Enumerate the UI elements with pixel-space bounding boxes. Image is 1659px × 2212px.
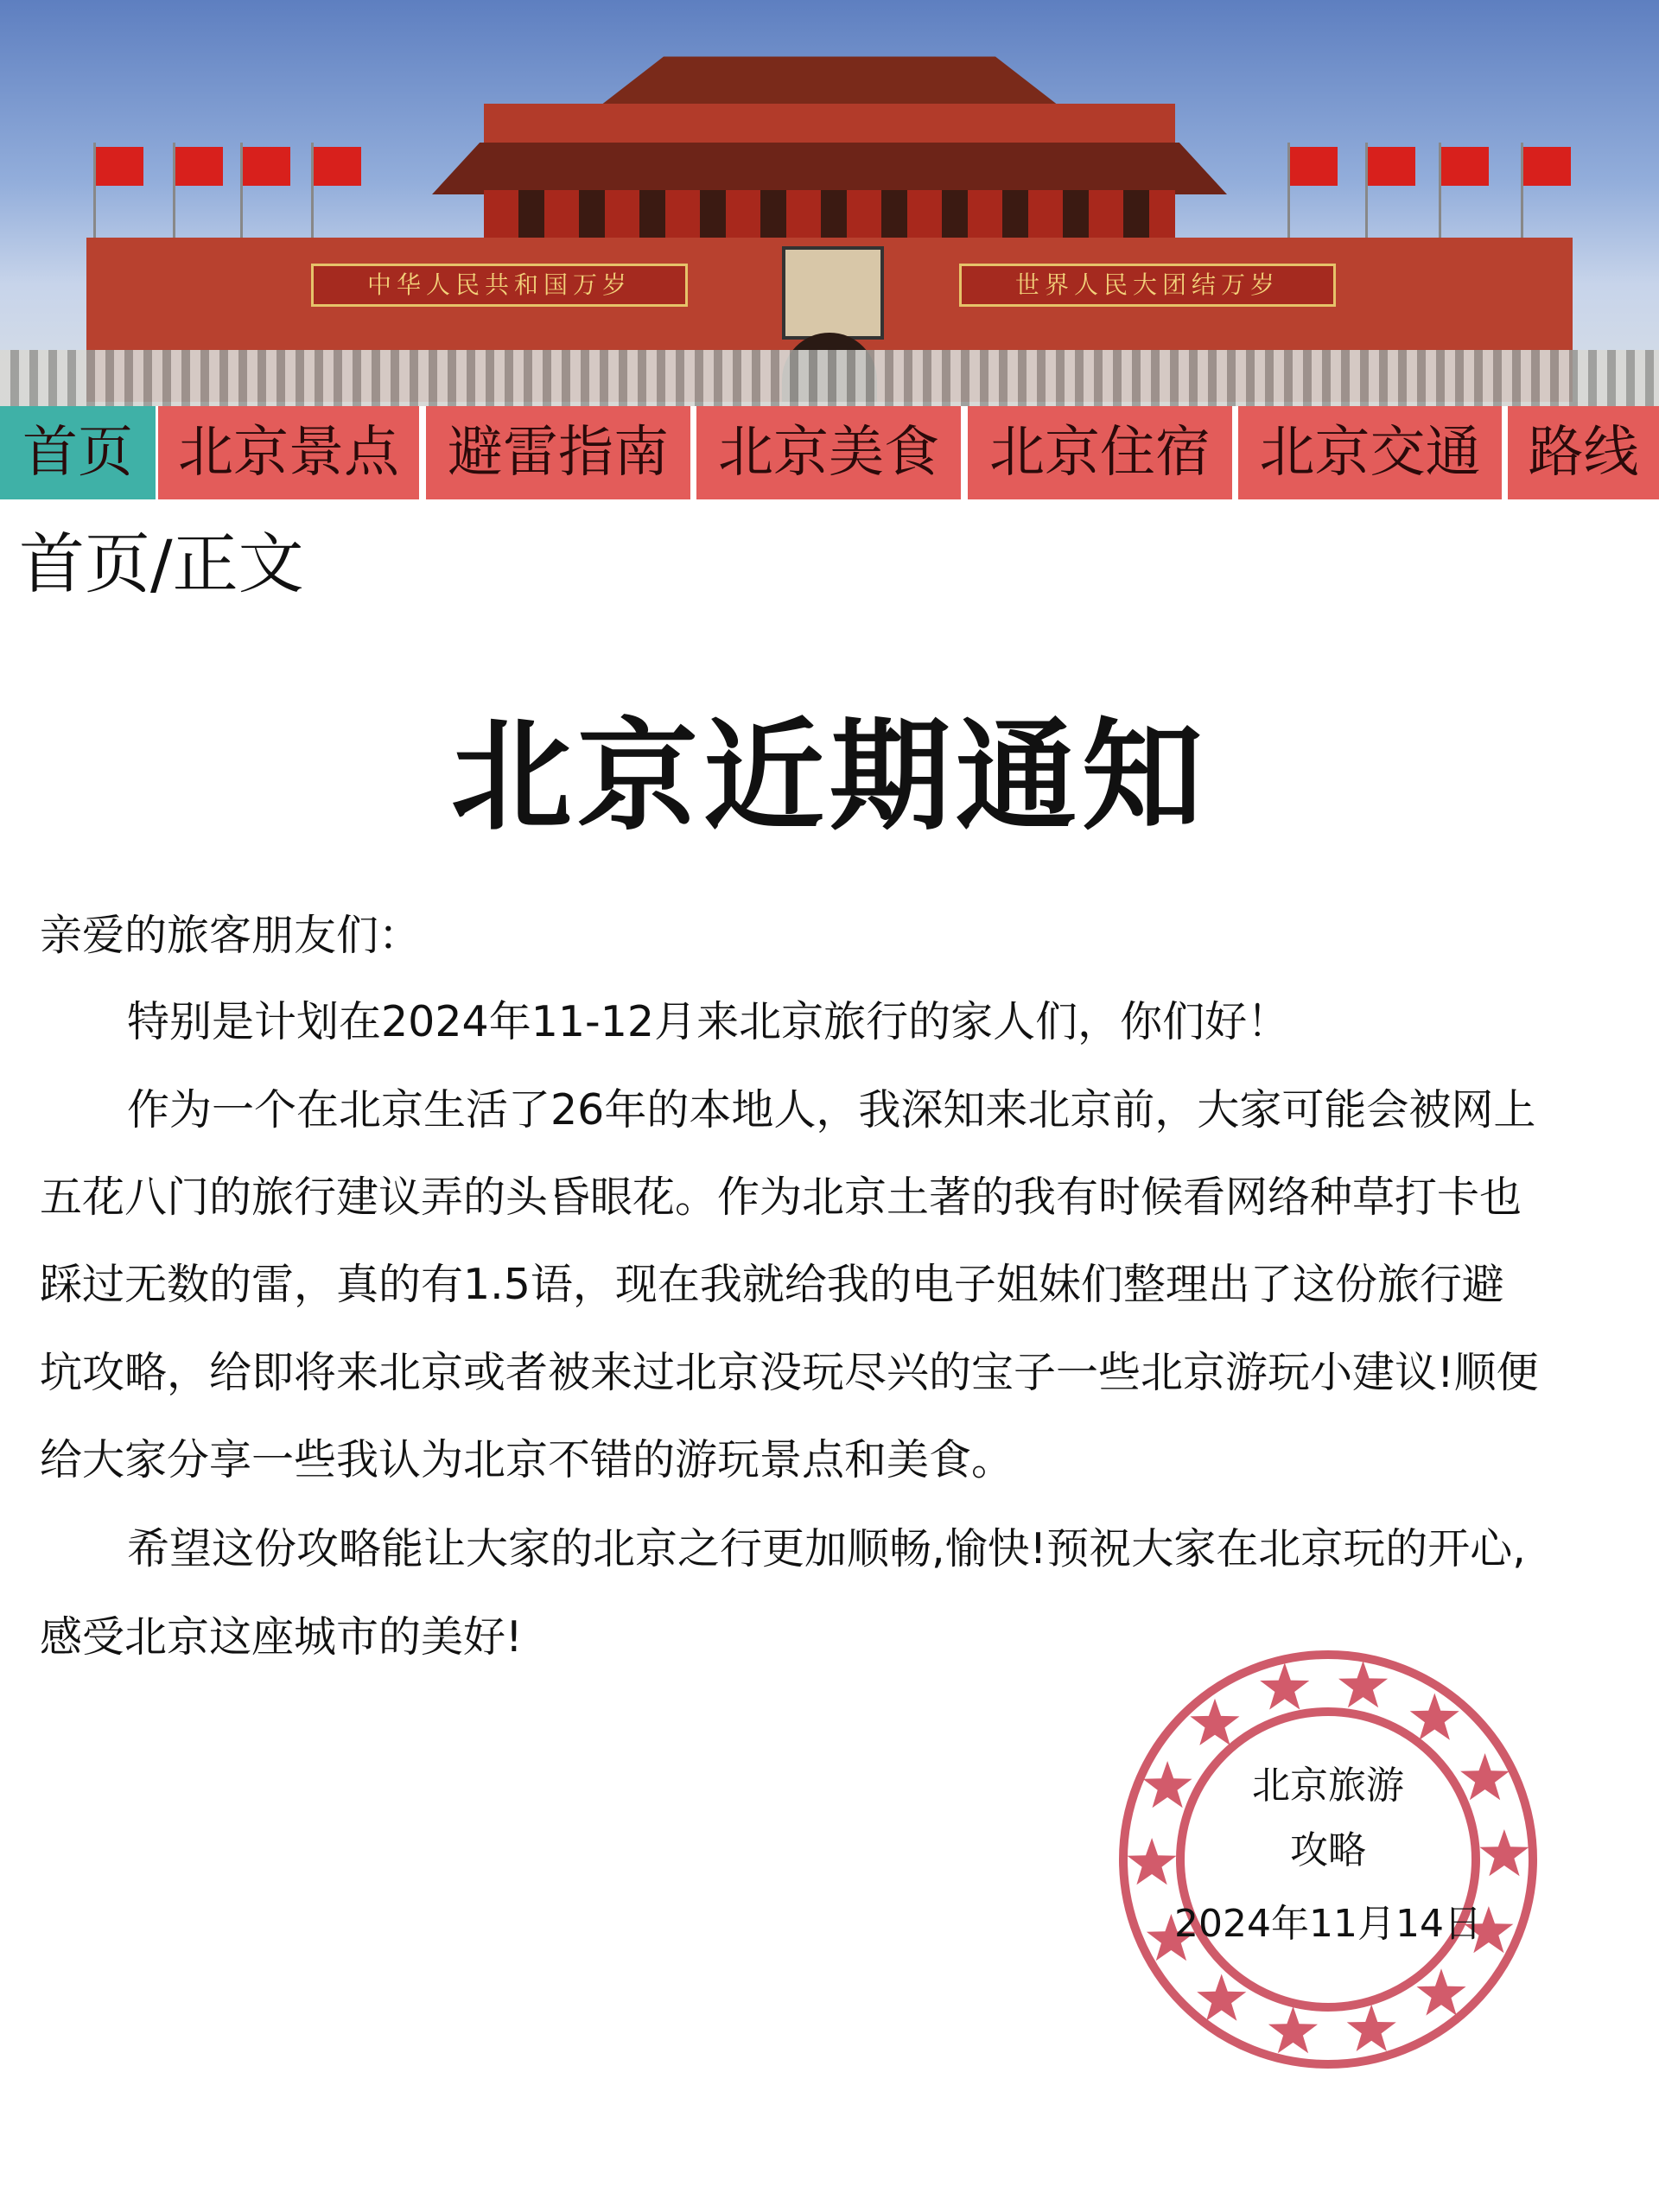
star-icon [1268,2006,1318,2053]
flag [1290,147,1338,186]
banner-image [0,0,1659,406]
star-icon [1338,1661,1388,1707]
nav-item-attractions[interactable]: 北京景点 [158,406,419,499]
flag [1523,147,1571,186]
paragraph-line: 五花八门的旅行建议弄的头昏眼花。作为北京土著的我有时候看网络种草打卡也 [40,1173,1522,1222]
stamp-date: 2024年11月14日 [1174,1902,1482,1946]
nav-item-transport[interactable]: 北京交通 [1238,406,1502,499]
page-title: 北京近期通知 [450,707,1208,848]
nav-item-routes[interactable]: 路线 [1508,406,1659,499]
paragraph-line: 特别是计划在2024年11-12月来北京旅行的家人们，你们好！ [127,997,1290,1046]
paragraph-line: 希望这份攻略能让大家的北京之行更加顺畅,愉快!预祝大家在北京玩的开心, [127,1524,1526,1573]
flag [314,147,361,186]
marble-railing [0,350,1659,406]
paragraph-line: 给大家分享一些我认为北京不错的游玩景点和美食。 [40,1435,1014,1484]
gate-colonnade [484,190,1175,242]
paragraph-line: 坑攻略，给即将来北京或者被来过北京没玩尽兴的宝子一些北京游玩小建议!顺便 [40,1348,1539,1397]
breadcrumb: 首页/正文 [19,525,304,602]
gate-roof-top [553,48,1106,108]
greeting-line: 亲爱的旅客朋友们： [40,911,422,960]
star-icon [1260,1662,1309,1709]
paragraph-line: 作为一个在北京生活了26年的本地人，我深知来北京前，大家可能会被网上 [127,1085,1536,1135]
flag [175,147,223,186]
gate-roof-lower [432,143,1227,194]
stamp-subtitle: 攻略 [1290,1828,1366,1872]
plaque-right: 世界人民大团结万岁 [959,264,1336,307]
nav-item-lodging[interactable]: 北京住宿 [968,406,1232,499]
plaque-left: 中华人民共和国万岁 [311,264,688,307]
main-nav [0,406,1659,499]
flag [1368,147,1415,186]
nav-item-home[interactable]: 首页 [0,406,156,499]
stamp-title: 北京旅游 [1252,1764,1404,1808]
star-icon [1347,2005,1396,2051]
flag [243,147,290,186]
paragraph-line: 踩过无数的雷，真的有1.5语，现在我就给我的电子姐妹们整理出了这份旅行避 [40,1260,1504,1309]
nav-item-pitfall-guide[interactable]: 避雷指南 [426,406,690,499]
flag [1441,147,1489,186]
flag [96,147,143,186]
portrait [782,246,884,340]
paragraph-line: 感受北京这座城市的美好! [40,1612,523,1662]
nav-item-food[interactable]: 北京美食 [696,406,961,499]
